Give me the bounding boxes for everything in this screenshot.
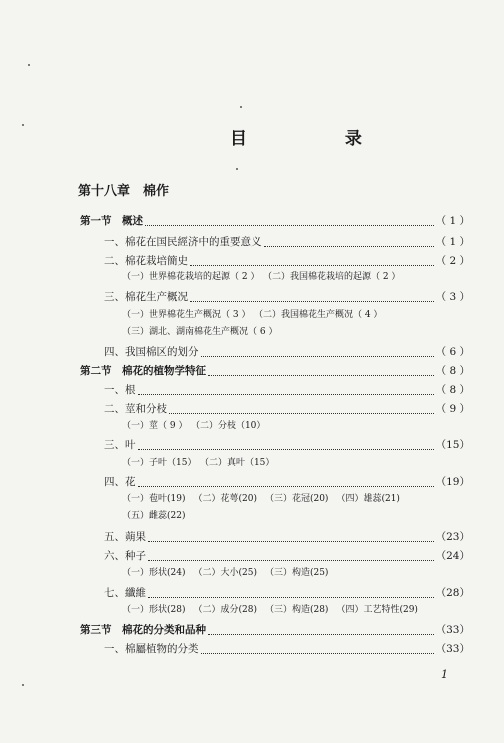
scan-speck — [22, 124, 24, 126]
leader-dots — [145, 216, 434, 226]
entry-page: （ 6 ） — [435, 346, 470, 358]
toc-subentries — [122, 325, 285, 339]
entry-label: 六、种子 — [104, 550, 146, 562]
entry-page: （ 8 ） — [435, 384, 470, 396]
scan-speck — [28, 64, 30, 66]
entry-label: 三、棉花生产概况 — [104, 291, 188, 303]
entry-label: 二、棉花栽培簡史 — [104, 255, 188, 267]
entry-page: （ 1 ） — [435, 215, 470, 227]
toc-subentries — [122, 492, 408, 506]
leader-dots — [201, 644, 434, 654]
entry-label: 第三节 棉花的分类和品种 — [80, 624, 206, 636]
entry-label: 第二节 棉花的植物学特征 — [80, 365, 206, 377]
leader-dots — [138, 440, 434, 450]
entry-page: （33） — [435, 643, 470, 655]
subentry: （一）形状(28) — [122, 605, 186, 615]
entry-page: （ 8 ） — [435, 365, 470, 377]
subentry: （一）莖（ 9 ） — [122, 421, 188, 431]
toc-entry — [104, 474, 470, 490]
toc-entry — [104, 382, 470, 398]
toc-subentries — [122, 308, 390, 322]
leader-dots — [148, 551, 434, 561]
entry-label: 四、花 — [104, 476, 136, 488]
toc-subentries — [122, 603, 426, 617]
subentry: （五）雌蕊(22) — [122, 511, 186, 521]
toc-entry-section-3 — [80, 622, 470, 638]
leader-dots — [138, 477, 434, 487]
entry-label: 一、棉花在国民經济中的重要意义 — [104, 236, 262, 248]
leader-dots — [208, 625, 434, 635]
subentry: （三）构造(28) — [264, 605, 329, 615]
entry-page: （19） — [435, 476, 470, 488]
leader-dots — [190, 256, 434, 266]
subentry: （一）世界棉花生产概況（ 3 ） — [122, 310, 251, 320]
subentry: （一）世界棉花栽培的起源（ 2 ） — [122, 272, 260, 282]
chapter-heading: 第十八章 棉作 — [78, 184, 170, 199]
scan-speck — [22, 684, 24, 686]
subentry: （二）成分(28) — [193, 605, 257, 615]
toc-entry — [104, 529, 470, 545]
leader-dots — [201, 347, 434, 357]
subentry: （二）我国棉花栽培的起源（ 2 ） — [267, 272, 401, 282]
subentry: （一）子叶（15） — [122, 458, 197, 468]
page-number: 1 — [441, 668, 448, 681]
entry-page: （ 1 ） — [435, 236, 470, 248]
toc-entry — [104, 641, 470, 657]
entry-page: （ 9 ） — [435, 403, 470, 415]
toc-subentries — [122, 270, 408, 284]
entry-label: 五、蒴果 — [104, 531, 146, 543]
entry-label: 一、根 — [104, 384, 136, 396]
subentry: （四）工艺特性(29) — [336, 605, 418, 615]
toc-subentries — [122, 456, 282, 470]
page-title: 目 录 — [230, 129, 408, 149]
leader-dots — [169, 404, 434, 414]
entry-label: 七、纖維 — [104, 587, 146, 599]
entry-page: （24） — [435, 550, 470, 562]
scan-speck — [240, 106, 242, 108]
entry-page: （28） — [435, 587, 470, 599]
toc-entry — [104, 548, 470, 564]
toc-entry-section-1 — [80, 213, 470, 229]
entry-label: 二、莖和分枝 — [104, 403, 167, 415]
subentry: （四）雄蕊(21) — [336, 494, 400, 504]
entry-label: 三、叶 — [104, 439, 136, 451]
subentry: （二）我国棉花生产概况（ 4 ） — [258, 310, 383, 320]
toc-entry — [104, 401, 470, 417]
leader-dots — [148, 588, 434, 598]
subentry: （二）真叶（15） — [204, 458, 275, 468]
leader-dots — [148, 532, 434, 542]
subentry: （三）湖北、湖南棉花生产概况（ 6 ） — [122, 327, 278, 337]
entry-label: 一、棉屬植物的分类 — [104, 643, 199, 655]
entry-page: （ 2 ） — [435, 255, 470, 267]
entry-page: （ 3 ） — [435, 291, 470, 303]
scan-speck — [236, 168, 238, 170]
leader-dots — [208, 366, 434, 376]
subentry: （三）花冠(20) — [264, 494, 329, 504]
toc-subentries — [122, 419, 273, 433]
toc-subentries — [122, 509, 193, 523]
toc-entry-section-2 — [80, 363, 470, 379]
leader-dots — [190, 292, 434, 302]
subentry: （一）苞叶(19) — [122, 494, 186, 504]
toc-entry — [104, 437, 470, 453]
toc-subentries — [122, 566, 336, 580]
subentry: （三）构造(25) — [264, 568, 329, 578]
subentry: （二）大小(25) — [193, 568, 257, 578]
subentry: （一）形状(24) — [122, 568, 186, 578]
subentry: （二）花萼(20) — [193, 494, 257, 504]
toc-entry — [104, 289, 470, 305]
toc-entry — [104, 344, 470, 360]
toc-entry — [104, 585, 470, 601]
subentry: （二）分枝（10） — [195, 421, 266, 431]
toc-entry — [104, 253, 470, 269]
leader-dots — [138, 385, 434, 395]
leader-dots — [264, 237, 434, 247]
entry-page: （33） — [435, 624, 470, 636]
entry-page: （15） — [435, 439, 470, 451]
toc-entry — [104, 234, 470, 250]
entry-page: （23） — [435, 531, 470, 543]
entry-label: 四、我国棉区的划分 — [104, 346, 199, 358]
entry-label: 第一节 概述 — [80, 215, 143, 227]
